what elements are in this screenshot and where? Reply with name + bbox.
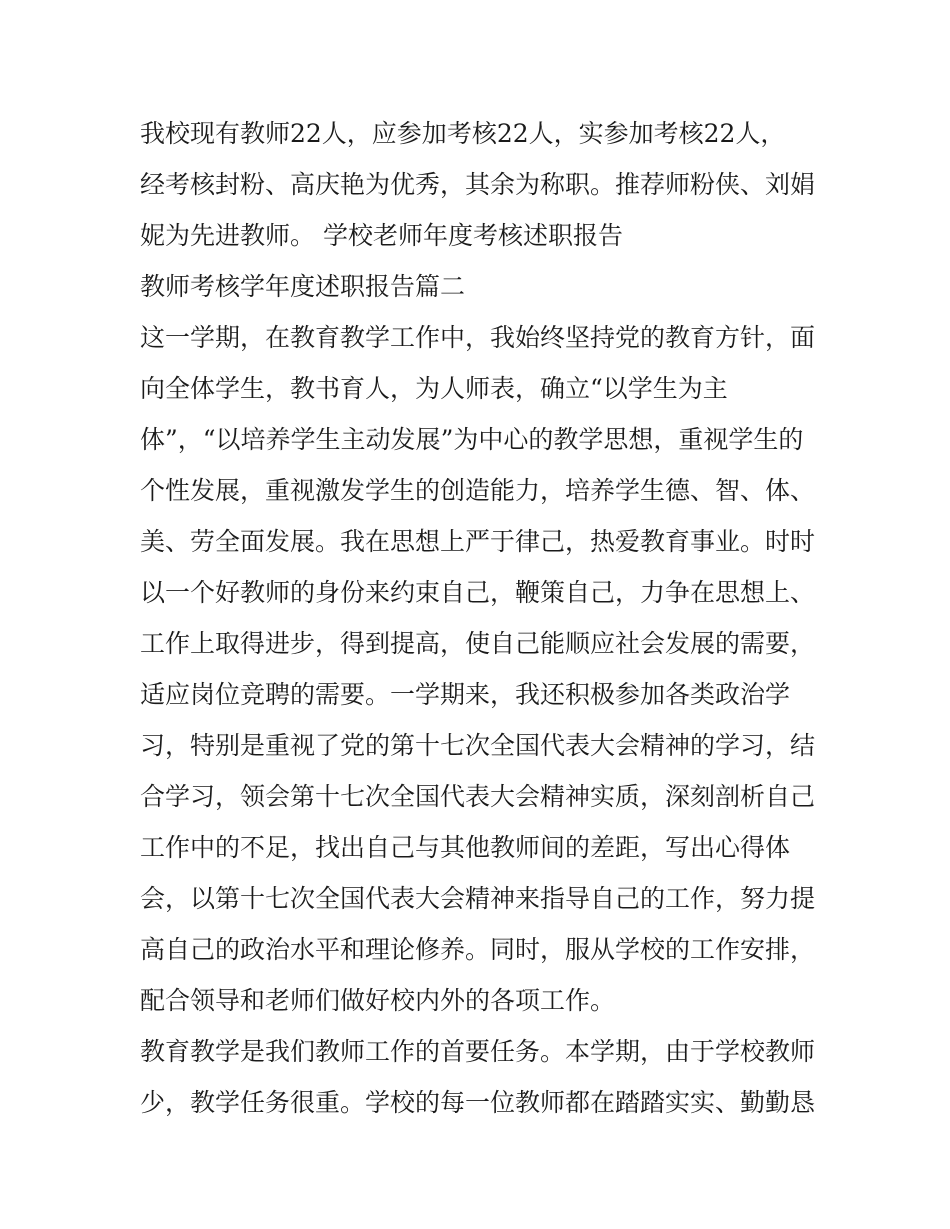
text-line: 会，以第十七次全国代表大会精神来指导自己的工作，努力提: [140, 884, 816, 913]
document-body: [140, 108, 820, 1128]
text-line: 体”，“以培养学生主动发展”为中心的教学思想，重视学生的: [140, 425, 804, 454]
text-line: 向全体学生，教书育人，为人师表，确立“以学生为主: [140, 374, 728, 403]
text-line: 习，特别是重视了党的第十七次全国代表大会精神的学习，结: [140, 731, 816, 760]
text-line: 配合领导和老师们做好校内外的各项工作。: [140, 986, 616, 1015]
text-line: 少，教学任务很重。学校的每一位教师都在踏踏实实、勤勤恳: [140, 1088, 816, 1117]
text-line: 工作中的不足，找出自己与其他教师间的差距，写出心得体: [140, 833, 791, 862]
text-line: 高自己的政治水平和理论修养。同时，服从学校的工作安排，: [140, 935, 816, 964]
text-line: 美、劳全面发展。我在思想上严于律己，热爱教育事业。时时: [140, 527, 816, 556]
text-line: 经考核封粉、高庆艳为优秀，其余为称职。推荐师粉侠、刘娟: [140, 170, 816, 199]
text-line: 适应岗位竞聘的需要。一学期来，我还积极参加各类政治学: [140, 680, 791, 709]
text-line: 工作上取得进步，得到提高，使自己能顺应社会发展的需要，: [140, 629, 816, 658]
text-line: 合学习，领会第十七次全国代表大会精神实质，深刻剖析自己: [140, 782, 816, 811]
text-line: 教育教学是我们教师工作的首要任务。本学期，由于学校教师: [140, 1037, 816, 1066]
text-line: 我校现有教师22人，应参加考核22人，实参加考核22人，: [140, 119, 786, 148]
text-line: 以一个好教师的身份来约束自己，鞭策自己，力争在思想上、: [140, 578, 816, 607]
text-line: 这一学期，在教育教学工作中，我始终坚持党的教育方针，面: [140, 323, 816, 352]
section-heading: 教师考核学年度述职报告篇二: [140, 272, 466, 301]
text-line: 妮为先进教师。 学校老师年度考核述职报告: [140, 221, 623, 250]
text-line: 个性发展，重视激发学生的创造能力，培养学生德、智、体、: [140, 476, 816, 505]
